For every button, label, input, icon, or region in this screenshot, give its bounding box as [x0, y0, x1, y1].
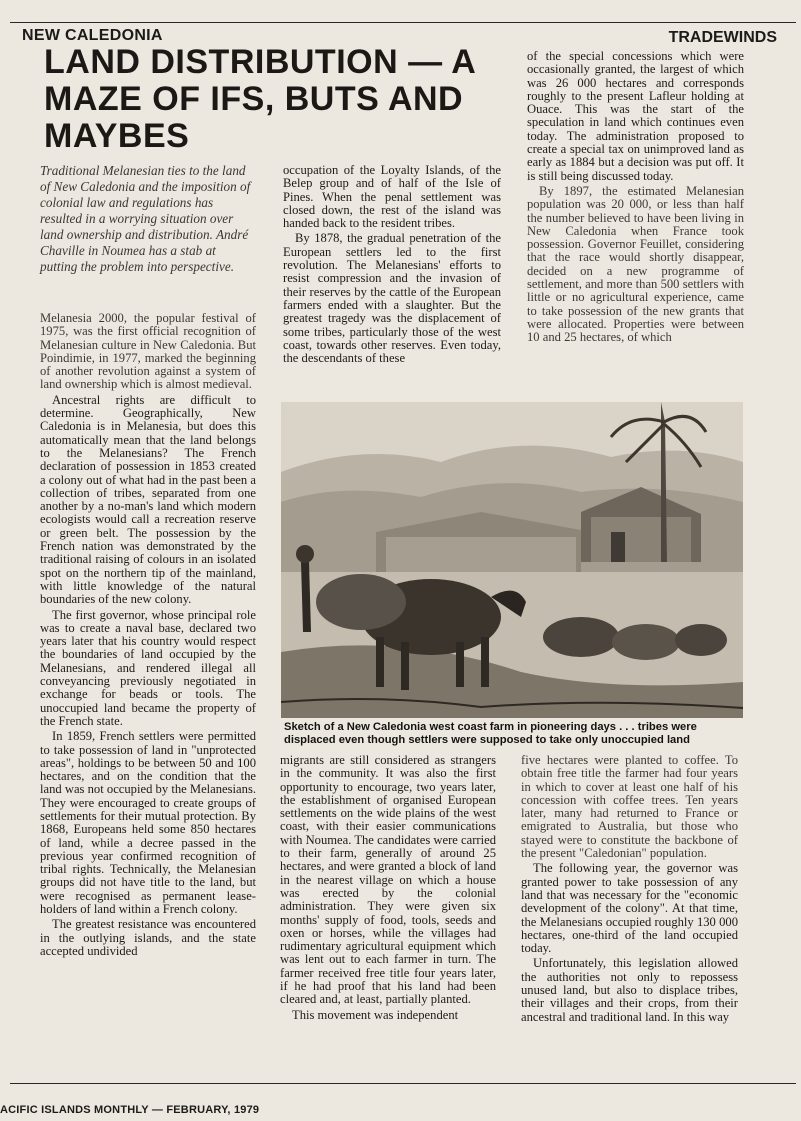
country-kicker: NEW CALEDONIA — [22, 27, 163, 44]
paragraph: Melanesia 2000, the popular festival of 1975, was the first official recognition of Melanesian culture in New Caledonia. But Poindimie, in 1977, marked the beginning of another revolution against a system of land ownership which is almost medieval. — [40, 311, 256, 392]
paragraph: of the special concessions which were occasionally granted, the largest of which was 26 000 hectares and corresponds roughly to the present Lafleur holding at Ouace. This was the start of the speculation in land which continues even today. The administration proposed to create a special tax on unimproved land as early as 1884 but a decision was put off. It is still being discussed today. — [527, 49, 744, 183]
paragraph: In 1859, French settlers were permitted to take possession of land in "unprotected areas", holdings to be between 50 and 100 hectares, and on the condition that the land was not occupied by the Melanesians. They were encouraged to create groups of settlements for their mutual protection. By 1868, Europeans held some 850 hectares of land, while a decree passed in the previous year confirmed recognition of tribal rights. Technically, the Melanesian groups did not have title to the land, but were recognised as permanent lease-holders of land within a French colony. — [40, 729, 256, 917]
intro-standfirst: Traditional Melanesian ties to the land of New Caledonia and the imposition of colonial law and regulations has resulted in a worrying situation over land ownership and distribution. André Chaville in Noumea has a stab at putting the problem into perspective. — [40, 163, 251, 274]
column-3-bottom — [521, 754, 738, 1024]
paragraph: five hectares were planted to coffee. To obtain free title the farmer had four years in which to cover at least one half of his concession with coffee trees. Ten years later, many had returned to France or emigrated to Australia, but those who stayed were to constitute the backbone of the present "Caledonian" population. — [521, 753, 738, 861]
paragraph: The first governor, whose principal role was to create a naval base, declared two years later that his country would respect the boundaries of land occupied by the Melanesians, and rendered illegal all conveyancing previously negotiated in exchange for beads or tools. The unoccupied land became the property of the French state. — [40, 607, 256, 728]
figure-caption: Sketch of a New Caledonia west coast farm in pioneering days . . . tribes were displaced even though settlers were supposed to take only unoccupied land — [284, 721, 697, 746]
footer-issue-line: ACIFIC ISLANDS MONTHLY — FEBRUARY, 1979 — [0, 1104, 260, 1116]
paragraph: The greatest resistance was encountered in the outlying islands, and the state accepted undivided — [40, 917, 256, 958]
column-2-top — [283, 164, 501, 365]
column-1 — [40, 312, 256, 958]
farm-sketch-image — [281, 402, 743, 718]
column-3-top — [527, 50, 744, 345]
paragraph: The following year, the governor was granted power to take possession of any land that was necessary for the "economic development of the colony". At that time, the Melanesians occupied roughly 130 000 hectares, one-third of the land occupied today. — [521, 861, 738, 956]
paragraph: This movement was independent — [292, 1007, 459, 1022]
headline: LAND DISTRIBUTION — A MAZE OF IFS, BUTS AND MAYBES — [44, 43, 476, 155]
paragraph: Unfortunately, this legislation allowed the authorities not only to repossess unused land, but also to displace tribes, their villages and their crops, from their ancestral and traditional land. In this way — [521, 956, 738, 1024]
paragraph: By 1878, the gradual penetration of the European settlers led to the first revolution. The Melanesians' efforts to resist compression and the invasion of their reserves by the cattle of the European farmers ended with a slaughter. But the greatest tragedy was the displacement of some tribes, particularly those of the west coast, towards other reserves. Even today, the descendants of these — [283, 231, 501, 366]
paragraph: By 1897, the estimated Melanesian population was 20 000, or less than half the number believed to have been living in New Caledonia when France took possession. Governor Feuillet, considering that the race would shortly disappear, decided on a new programme of settlement, and more than 500 settlers with little or no agricultural experience, came to take possession of the new grants that were allocated. Properties were between 10 and 25 hectares, of which — [527, 183, 744, 345]
paragraph: occupation of the Loyalty Islands, of the Belep group and of half of the Isle of Pines. When the penal settlement was closed down, the rest of the island was handed back to the resident tribes. — [283, 163, 501, 231]
section-label: TRADEWINDS — [668, 29, 777, 46]
paragraph: migrants are still considered as strangers in the community. It was also the first opportunity to encourage, two years later, the establishment of organised European settlements on the wide plains of the west coast, with their easier communications with Noumea. The candidates were carried to their farm, generally of around 25 hectares, and were granted a block of land in the nearest village on which a house was erected by the colonial administration. They were given six months' supply of food, tools, seeds and oxen or horses, while the villages had rudimentary agricultural equipment which was lent out to each farmer in turn. The farmer received free title four years later, if he had proof that his land had been cleared and, at least, partially planted. — [280, 753, 496, 1007]
farm-sketch-illustration — [281, 402, 743, 718]
column-2-bottom — [280, 754, 496, 1022]
paragraph: Ancestral rights are difficult to determine. Geographically, New Caledonia is in Melanesia, but does this automatically mean that the land belongs to the Melanesians? The French declaration of possession in 1853 created a colony out of what had in the past been a collection of tribes, separated from one another by a no-man's land which modern ecologists would call a recreation reserve or green belt. The possession by the French nation was demonstrated by the traditional raising of colours in an isolated spot on the northern tip of the mainland, with little knowledge of the natural boundaries of the new colony. — [40, 392, 256, 607]
